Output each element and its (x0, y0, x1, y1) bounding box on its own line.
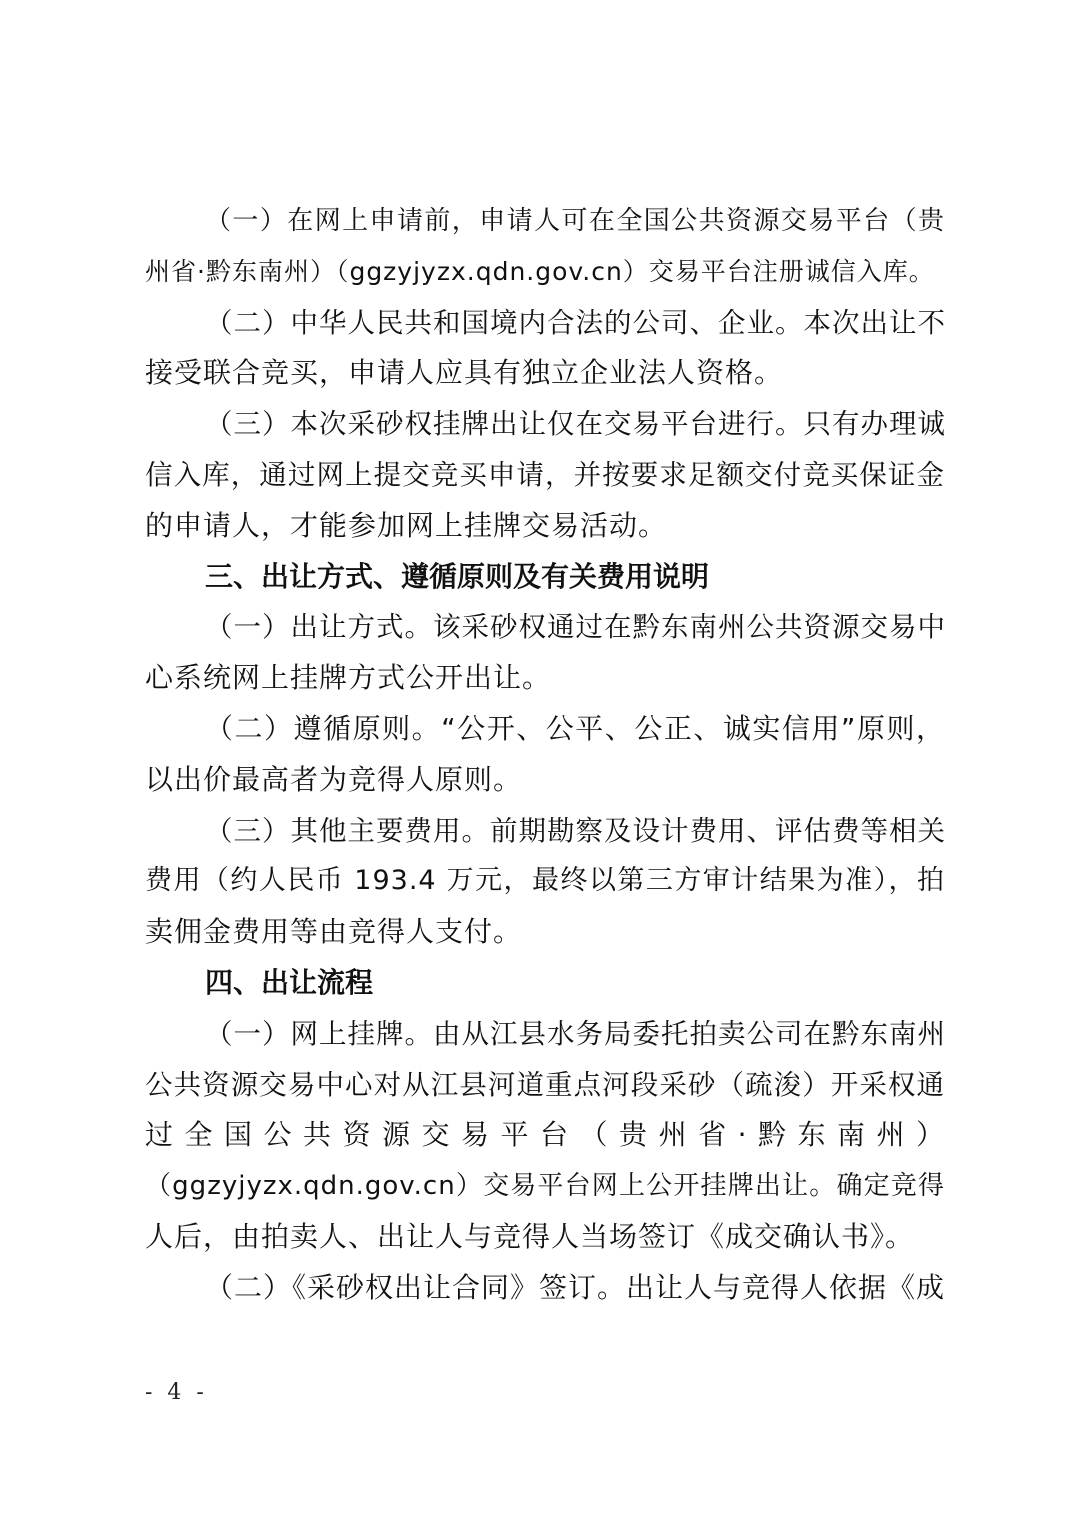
text-line: 州省·黔东南州）（ggzyjyzx.qdn.gov.cn）交易平台注册诚信入库。 (145, 256, 935, 286)
document-body (145, 196, 945, 1314)
text-line: （一）网上挂牌。由从江县水务局委托拍卖公司在黔东南州 (205, 1017, 946, 1050)
text-line: （二）《采砂权出让合同》签订。出让人与竞得人依据《成 (205, 1270, 946, 1304)
text-line: 信入库，通过网上提交竞买申请，并按要求足额交付竞买保证金 (145, 458, 945, 491)
text-line: 人后，由拍卖人、出让人与竞得人当场签订《成交确认书》。 (145, 1219, 915, 1253)
text-line: 公共资源交易中心对从江县河道重点河段采砂（疏浚）开采权通 (145, 1068, 945, 1101)
text-line: （二）遵循原则。“公开、公平、公正、诚实信用”原则， (205, 711, 945, 745)
text-line: （三）本次采砂权挂牌出让仅在交易平台进行。只有办理诚 (205, 408, 946, 441)
text-line: 接受联合竞买，申请人应具有独立企业法人资格。 (145, 356, 784, 390)
text-line: 过全国公共资源交易平台（贵州省·黔东南州） (145, 1118, 945, 1152)
text-line: （一）出让方式。该采砂权通过在黔东南州公共资源交易中 (205, 611, 946, 644)
text-line: 的申请人，才能参加网上挂牌交易活动。 (145, 508, 668, 542)
text-line: （三）其他主要费用。前期勘察及设计费用、评估费等相关 (205, 814, 946, 847)
text-line: 费用（约人民币 193.4 万元，最终以第三方审计结果为准），拍 (145, 865, 945, 897)
text-line: 卖佣金费用等由竞得人支付。 (145, 915, 523, 949)
text-line: （ggzyjyzx.qdn.gov.cn）交易平台网上公开挂牌出让。确定竞得 (145, 1171, 945, 1202)
section-heading: 四、出让流程 (205, 965, 374, 999)
section-heading: 三、出让方式、遵循原则及有关费用说明 (205, 559, 710, 593)
text-line: 以出价最高者为竞得人原则。 (145, 762, 523, 796)
page-number: - 4 - (145, 1380, 208, 1405)
text-line: 心系统网上挂牌方式公开出让。 (145, 661, 552, 695)
text-line: （一）在网上申请前，申请人可在全国公共资源交易平台（贵 (205, 206, 945, 236)
text-line: （二）中华人民共和国境内合法的公司、企业。本次出让不 (205, 306, 946, 339)
